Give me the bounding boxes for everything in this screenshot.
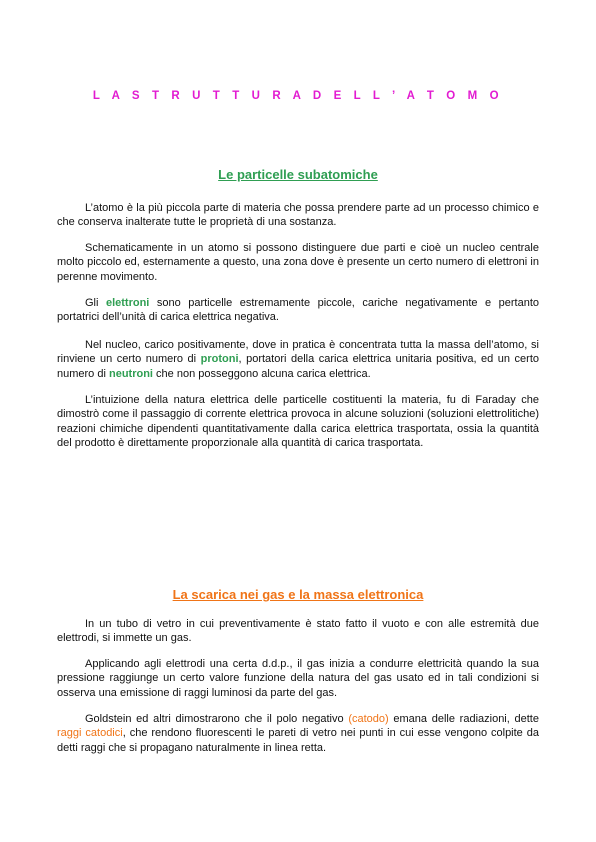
paragraph-text: Gli: [85, 297, 106, 309]
term-neutrons: neutroni: [108, 367, 153, 380]
paragraph-text: Nel nucleo, carico positivamente, dove in pratica è concentrata tutta la massa dell’atomo, si rinviene un certo numero di: [57, 339, 539, 366]
paragraph-text: In un tubo di vetro in cui preventivamente è stato fatto il vuoto e con alle estremità due elettrodi, si immette un gas.: [57, 618, 539, 645]
paragraph-atom-structure: [57, 241, 539, 284]
paragraph-text: Schematicamente in un atomo si possono distinguere due parti e cioè un nucleo centrale molto piccolo ed, esternamente a questo, una zona dove è presente un certo numero di elettroni in perenne movimento.: [57, 242, 539, 283]
section-heading-gas-discharge: La scarica nei gas e la massa elettronica: [172, 587, 424, 602]
paragraph-glass-tube: [57, 617, 539, 646]
paragraph-text: che non posseggono alcuna carica elettrica.: [152, 367, 371, 380]
page-title: L A S T R U T T U R A D E L L ’ A T O M O: [92, 90, 504, 102]
section-heading-subatomic-particles: Le particelle subatomiche: [218, 167, 378, 182]
paragraph-text: Goldstein ed altri dimostrarono che il polo negativo: [85, 713, 349, 725]
paragraph-text: L’atomo è la più piccola parte di materia che possa prendere parte ad un processo chimico e che conserva inalterate tutte le proprietà di una sostanza.: [57, 202, 539, 229]
paragraph-text: Applicando agli elettrodi una certa d.d.p., il gas inizia a condurre elettricità quando la sua pressione raggiunge un certo valore funzione della natura del gas usato ed in tali condizioni si osserva una emissione di raggi luminosi da parte del gas.: [57, 658, 539, 699]
paragraph-goldstein: [57, 712, 539, 755]
paragraph-text: sono particelle estremamente piccole, cariche negativamente e pertanto portatrici dell’unità di carica elettrica negativa.: [57, 297, 540, 324]
paragraph-text: L’intuizione della natura elettrica delle particelle costituenti la materia, fu di Faraday che dimostrò come il passaggio di corrente elettrica provoca in alcune soluzioni (soluzioni elettrolitiche) reazioni chimiche dipendenti quantitativamente dalla carica elettrica trasportata, ossia la quantità del prodotto è direttamente proporzionale alla quantità di carica trasportata.: [57, 394, 539, 449]
paragraph-electrons: [57, 296, 539, 325]
term-cathode-rays: raggi catodici: [57, 727, 123, 740]
paragraph-text: , che rendono fluorescenti le pareti di vetro nei punti in cui esse vengono colpite da detti raggi che si propagano naturalmente in linea retta.: [57, 727, 539, 754]
paragraph-faraday: [57, 393, 539, 450]
paragraph-text: emana delle radiazioni, dette: [388, 713, 539, 725]
term-electrons: elettroni: [105, 297, 150, 309]
term-protons: protoni: [200, 353, 239, 366]
paragraph-text: , portatori della carica elettrica unitaria positiva, ed un certo numero di: [57, 353, 539, 380]
paragraph-nucleus: [57, 338, 539, 381]
term-cathode: (catodo): [348, 713, 389, 725]
paragraph-electrodes: [57, 657, 539, 700]
paragraph-atom-definition: [57, 201, 539, 230]
